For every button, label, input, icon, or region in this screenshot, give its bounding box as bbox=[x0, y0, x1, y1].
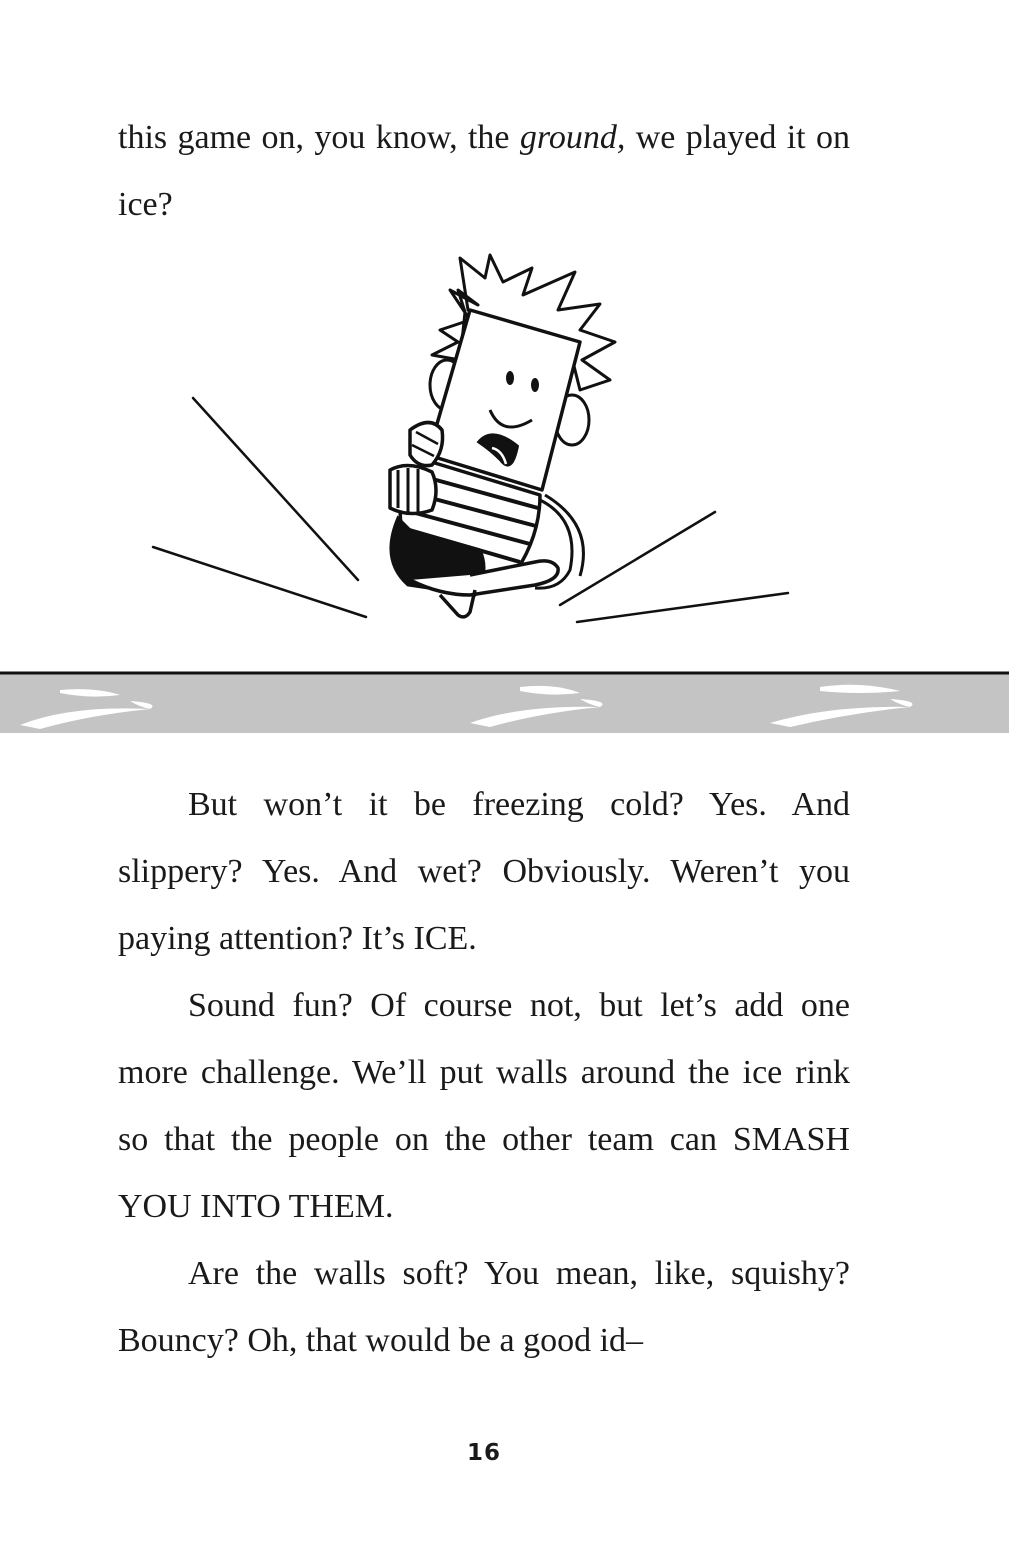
main-text bbox=[118, 771, 850, 1374]
paragraph: But won’t it be freezing cold? Yes. And slippery? Yes. And wet? Obviously. Weren’t you paying attention? It’s ICE. bbox=[118, 786, 850, 957]
ice-divider-band bbox=[0, 665, 1009, 740]
emphasized-word: ground, bbox=[519, 119, 626, 156]
paragraph-text: this game on, you know, the bbox=[118, 119, 520, 156]
paragraph: Are the walls soft? You mean, like, squishy? Bouncy? Oh, that would be a good id– bbox=[118, 1255, 850, 1359]
page-number: 16 bbox=[466, 1440, 501, 1466]
paragraph: Sound fun? Of course not, but let’s add one more challenge. We’ll put walls around the ice rink so that the people on the other team can SMASH YOU INTO THEM. bbox=[118, 987, 850, 1225]
paragraph-text: we played it on ice? bbox=[118, 119, 850, 223]
slipping-kid-illustration bbox=[140, 250, 820, 630]
continued-paragraph bbox=[118, 104, 850, 238]
